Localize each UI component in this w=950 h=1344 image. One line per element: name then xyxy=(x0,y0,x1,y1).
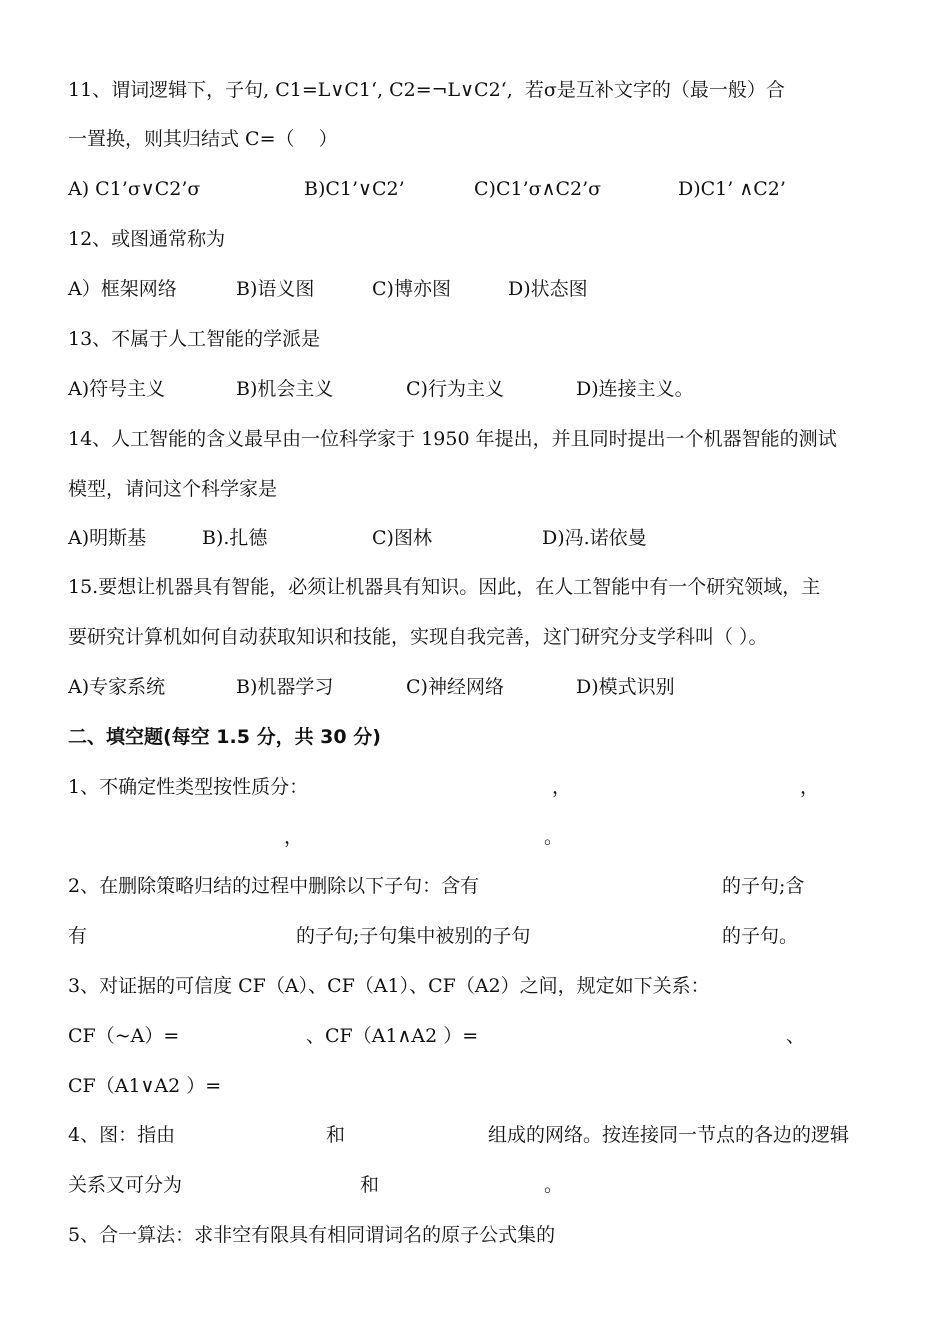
q14-option-a: A)明斯基 xyxy=(68,527,147,549)
q13-option-d: D)连接主义。 xyxy=(576,378,694,400)
f2-text-2: 的子句;含 xyxy=(722,875,805,897)
q11-stem-line1: 11、谓词逻辑下，子句, C1=L∨C1‘, C2=¬L∨C2‘, 若σ是互补文字的（最一般）合 xyxy=(68,79,785,101)
f2-text-3: 有 xyxy=(68,925,88,947)
q13-stem: 13、不属于人工智能的学派是 xyxy=(68,328,321,350)
q15-stem-line2: 要研究计算机如何自动获取知识和技能，实现自我完善，这门研究分支学科叫（ ）。 xyxy=(68,626,768,648)
f1-comma-1: ， xyxy=(552,776,572,798)
f1-period: 。 xyxy=(544,826,564,848)
q13-option-b: B)机会主义 xyxy=(236,378,334,400)
q11-option-c: C)C1’σ∧C2’σ xyxy=(474,178,602,200)
q15-stem-line1: 15.要想让机器具有智能，必须让机器具有知识。因此，在人工智能中有一个研究领域，主 xyxy=(68,576,821,598)
f4-and-1: 和 xyxy=(326,1124,346,1146)
q14-stem-line2: 模型，请问这个科学家是 xyxy=(68,478,278,500)
f3-cf-or: CF（A1∨A2 ）= xyxy=(68,1075,222,1097)
q12-option-b: B)语义图 xyxy=(236,278,315,300)
f3-cf-and: 、CF（A1∧A2 ）= xyxy=(306,1025,479,1047)
q11-option-b: B)C1’∨C2’ xyxy=(304,178,405,200)
q14-option-c: C)图林 xyxy=(372,527,432,549)
f4-text-1: 4、图：指由 xyxy=(68,1124,176,1146)
q11-option-d: D)C1’ ∧C2’ xyxy=(678,178,786,200)
section-heading: 二、填空题(每空 1.5 分，共 30 分) xyxy=(68,726,381,748)
q11-option-a: A) C1’σ∨C2’σ xyxy=(68,178,201,200)
q14-option-d: D)冯.诺依曼 xyxy=(542,527,647,549)
q11-stem-line2: 一置换，则其归结式 C=（ ） xyxy=(68,128,338,150)
f2-text-4: 的子句;子句集中被别的子句 xyxy=(296,925,531,947)
f1-text: 1、不确定性类型按性质分： xyxy=(68,776,309,798)
q15-option-d: D)模式识别 xyxy=(576,676,675,698)
f1-comma-3: ， xyxy=(284,826,304,848)
f5-text: 5、合一算法：求非空有限具有相同谓词名的原子公式集的 xyxy=(68,1224,556,1246)
q13-option-a: A)符号主义 xyxy=(68,378,166,400)
f3-text: 3、对证据的可信度 CF（A）、CF（A1）、CF（A2）之间，规定如下关系： xyxy=(68,975,710,997)
q15-option-a: A)专家系统 xyxy=(68,676,166,698)
f2-text-5: 的子句。 xyxy=(722,925,799,947)
q12-stem: 12、或图通常称为 xyxy=(68,228,226,250)
q12-option-c: C)博亦图 xyxy=(372,278,451,300)
f3-separator: 、 xyxy=(786,1025,806,1047)
q15-option-b: B)机器学习 xyxy=(236,676,334,698)
f4-text-3: 关系又可分为 xyxy=(68,1174,183,1196)
q15-option-c: C)神经网络 xyxy=(406,676,504,698)
f3-cf-not: CF（~A）= xyxy=(68,1025,180,1047)
f4-and-2: 和 xyxy=(360,1174,380,1196)
q12-option-d: D)状态图 xyxy=(508,278,588,300)
f1-comma-2: ， xyxy=(800,776,820,798)
q14-option-b: B).扎德 xyxy=(202,527,268,549)
q13-option-c: C)行为主义 xyxy=(406,378,504,400)
q12-option-a: A）框架网络 xyxy=(68,278,177,300)
f2-text-1: 2、在删除策略归结的过程中删除以下子句：含有 xyxy=(68,875,480,897)
f4-period: 。 xyxy=(544,1174,564,1196)
q14-stem-line1: 14、人工智能的含义最早由一位科学家于 1950 年提出，并且同时提出一个机器智能的测试 xyxy=(68,428,837,450)
f4-text-2: 组成的网络。按连接同一节点的各边的逻辑 xyxy=(488,1124,850,1146)
